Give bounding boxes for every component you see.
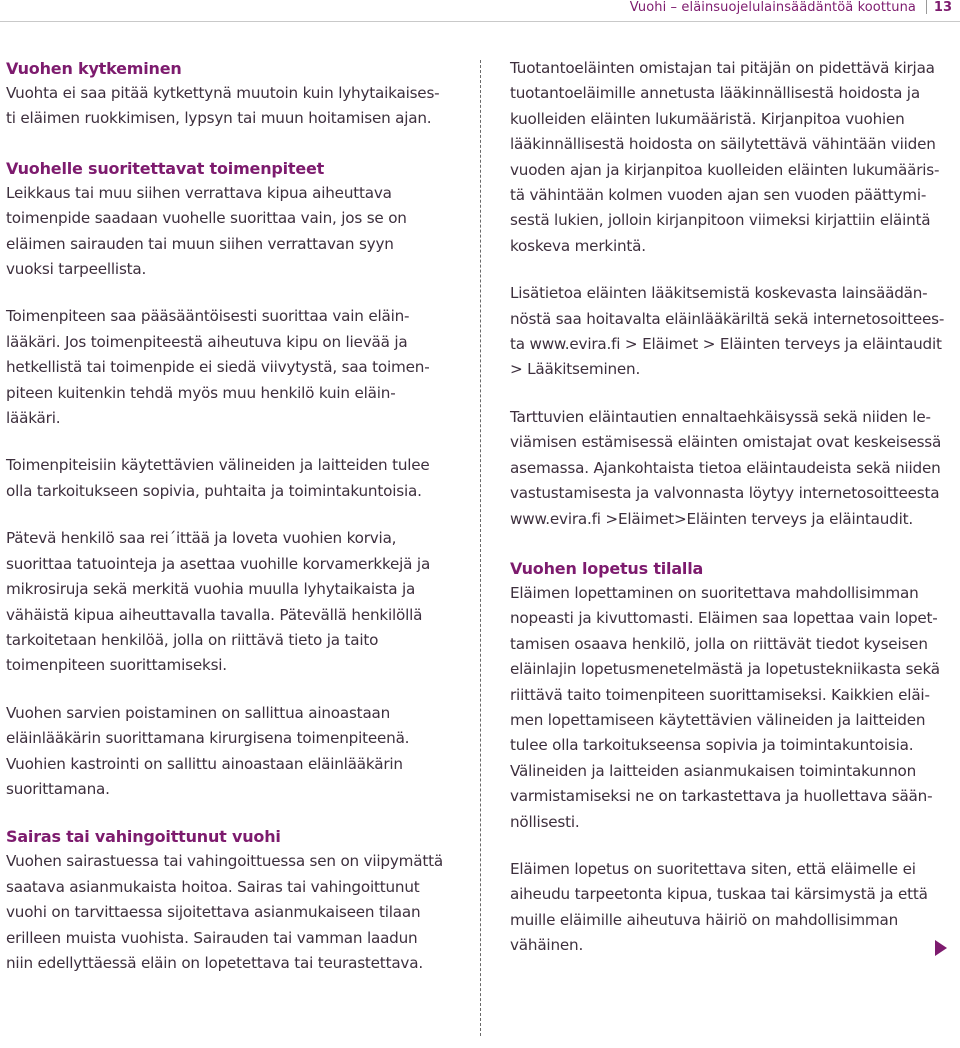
left-column: [6, 56, 456, 976]
paragraph-lopetus-tapa: Eläimen lopetus on suoritettava siten, että eläimelle ei aiheudu tarpeetonta kipua, tuskaa tai kärsimystä ja että muille eläimille aiheutuva häiriö on mahdollisimman vähäinen.: [510, 859, 928, 955]
page-header: [0, 0, 960, 22]
section-title-sairas: Sairas tai vahingoittunut vuohi: [6, 827, 281, 847]
paragraph-sarvet: Vuohen sarvien poistaminen on sallittua ainoastaan eläinlääkärin suorittamana kirurgisena toimenpiteenä. Vuohien kastrointi on sallittu ainoastaan eläinlääkärin suorittamana.: [6, 703, 410, 798]
paragraph-lisatietoa: Lisätietoa eläinten lääkitsemistä koskevasta lainsäädän- nöstä saa hoitavalta eläinlääkäriltä sekä internetosoittees- ta www.evira.fi > Eläimet > Eläinten terveys ja eläintaudit > Lääkitseminen.: [510, 284, 945, 379]
right-column: [510, 56, 955, 959]
paragraph-elaintaudit: Tarttuvien eläintautien ennaltaehkäisyssä sekä niiden le- viämisen estämisessä eläinten omistajat ovat keskeisessä asemassa. Ajankohtaista tietoa eläintaudeista sekä niiden vastustamisesta ja valvonnasta löytyy internetosoitteesta www.evira.fi >Eläimet>Eläinten terveys ja eläintaudit.: [510, 407, 942, 528]
play-triangle-icon: [935, 940, 947, 956]
paragraph-toimenpiteet: Leikkaus tai muu siihen verrattava kipua aiheuttava toimenpide saadaan vuohelle suorittaa vain, jos se on eläimen sairauden tai muun siihen verrattavan syyn vuoksi tarpeellista.: [6, 183, 407, 279]
section-title-toimenpiteet: Vuohelle suoritettavat toimenpiteet: [6, 158, 325, 178]
section-title-kytkeminen: Vuohen kytkeminen: [6, 59, 182, 78]
header-title: Vuohi – eläinsuojelulainsäädäntöä koottuna: [629, 0, 916, 15]
paragraph-valineet: Toimenpiteisiin käytettävien välineiden ja laitteiden tulee olla tarkoitukseen sopivia, puhtaita ja toimintakuntoisia.: [6, 456, 430, 500]
section-title-lopetus: Vuohen lopetus tilalla: [510, 558, 704, 578]
paragraph-kytkeminen: Vuohta ei saa pitää kytkettynä muutoin kuin lyhytaikaises- ti eläimen ruokkimisen, lypsyn tai muun hoitamisen ajan.: [6, 84, 440, 128]
page-number: 13: [933, 0, 952, 15]
column-divider: [480, 60, 481, 1036]
paragraph-kirjanpito: Tuotantoeläinten omistajan tai pitäjän on pidettävä kirjaa tuotantoeläimille annetusta lääkinnällisestä hoidosta ja kuolleiden eläinten lukumääristä. Kirjanpitoa vuohien lääkinnällisestä hoidosta on säilytettävä vähintään viiden vuoden ajan ja kirjanpitoa kuolleiden eläinten lukumääris- tä vähintään kolmen vuoden ajan sen vuoden päättymi- sestä lukien, jolloin kirjanpitoon viimeksi kirjattiin eläintä koskeva merkintä.: [510, 59, 940, 255]
paragraph-lopetus: Eläimen lopettaminen on suoritettava mahdollisimman nopeasti ja kivuttomasti. Eläimen saa lopettaa vain lopet- tamisen osaava henkilö, jolla on riittävät tiedot kyseisen eläinlajin lopetusmenetelmästä ja lopetustekniikasta sekä riittävä taito toimenpiteen suorittamiseksi. Kaikkien eläi- men lopettamiseen käytettävien välineiden ja laitteiden tulee olla tarkoitukseensa sopivia ja toimintakuntoisia. Välineiden ja laitteiden asianmukaisen toimintakunnon varmistamiseksi ne on tarkastettava ja huollettava sään- nöllisesti.: [510, 583, 940, 831]
paragraph-elainlaakari: Toimenpiteen saa pääsääntöisesti suorittaa vain eläin- lääkäri. Jos toimenpiteestä aiheutuva kipu on lievää ja hetkellistä tai toimenpide ei siedä viivytystä, saa toimen- piteen kuitenkin tehdä myös muu henkilö kuin eläin- lääkäri.: [6, 307, 430, 428]
paragraph-sairas: Vuohen sairastuessa tai vahingoittuessa sen on viipymättä saatava asianmukaista hoitoa. Sairas tai vahingoittunut vuohi on tarvittaessa sijoitettava asianmukaiseen tilaan erilleen muista vuohista. Sairauden tai vamman laadun niin edellyttäessä eläin on lopetettava tai teurastettava.: [6, 852, 443, 972]
paragraph-merkitseminen: Pätevä henkilö saa rei´ittää ja loveta vuohien korvia, suorittaa tatuointeja ja asettaa vuohille korvamerkkejä ja mikrosiruja sekä merkitä vuohia muulla lyhytaikaista ja vähäistä kipua aiheuttavalla tavalla. Pätevällä henkilöllä tarkoitetaan henkilöä, jolla on riittävä tieto ja taito toimenpiteen suorittamiseksi.: [6, 529, 431, 675]
header-separator: [926, 0, 927, 14]
header-rule: [0, 21, 960, 22]
